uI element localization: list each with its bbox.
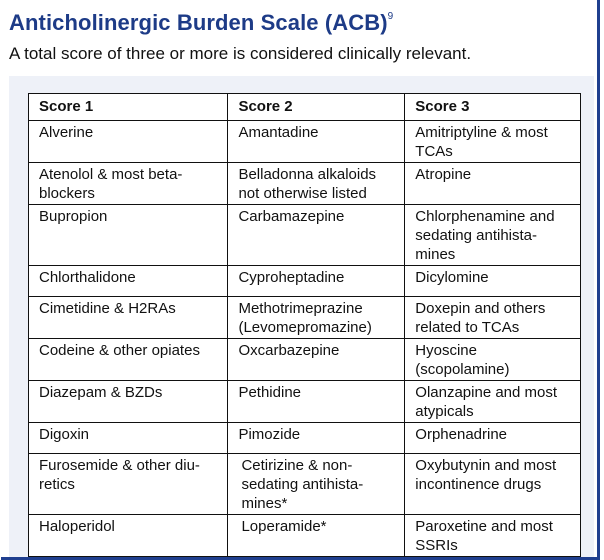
table-cell-score-3: Olanzapine and most atypicals — [405, 381, 581, 423]
table-cell-score-3: Dicylomine — [405, 266, 581, 297]
table-cell-score-3: Orphenadrine — [405, 423, 581, 454]
table-cell-score-2: Pimozide — [228, 423, 405, 454]
table-row — [29, 339, 581, 381]
page-title — [9, 10, 393, 36]
table-cell-score-3: Atropine — [405, 163, 581, 205]
table-cell-score-2: Belladonna alkaloids not otherwise listed — [228, 163, 405, 205]
page-subtitle: A total score of three or more is considered clinically relevant. — [9, 44, 472, 63]
table-cell-score-1: Haloperidol — [29, 515, 228, 557]
table-cell-score-1: Codeine & other opiates — [29, 339, 228, 381]
table-cell-score-2: Methotrimeprazine (Levomepromazine) — [228, 297, 405, 339]
table-header-row — [29, 94, 581, 121]
title-text: Anticholinergic Burden Scale (ACB) — [9, 10, 388, 35]
title-reference: 9 — [387, 10, 394, 22]
table-cell-score-2: Carbamazepine — [228, 205, 405, 266]
table-cell-score-3: Oxybutynin and most incontinence drugs — [405, 454, 581, 515]
table-cell-score-2: Amantadine — [228, 121, 405, 163]
column-header-score-1: Score 1 — [29, 94, 228, 121]
table-cell-score-2: Cetirizine & non-sedating antihista-mines* — [228, 454, 405, 515]
table-cell-score-3: Chlorphenamine and sedating antihista-mines — [405, 205, 581, 266]
table-cell-score-1: Chlorthalidone — [29, 266, 228, 297]
table-cell-score-3: Paroxetine and most SSRIs — [405, 515, 581, 557]
table-row — [29, 423, 581, 454]
table-cell-score-1: Atenolol & most beta-blockers — [29, 163, 228, 205]
table-cell-score-2: Loperamide* — [228, 515, 405, 557]
table-cell-score-1: Diazepam & BZDs — [29, 381, 228, 423]
table-row — [29, 121, 581, 163]
table-cell-score-2: Cyproheptadine — [228, 266, 405, 297]
table-cell-score-1: Bupropion — [29, 205, 228, 266]
acb-table — [28, 93, 581, 557]
column-header-score-3: Score 3 — [405, 94, 581, 121]
column-header-score-2: Score 2 — [228, 94, 405, 121]
table-cell-score-1: Digoxin — [29, 423, 228, 454]
table-row — [29, 205, 581, 266]
table-cell-score-3: Doxepin and others related to TCAs — [405, 297, 581, 339]
table-row — [29, 381, 581, 423]
table-row — [29, 163, 581, 205]
table-cell-score-3: Amitriptyline & most TCAs — [405, 121, 581, 163]
table-row — [29, 454, 581, 515]
table-cell-score-1: Furosemide & other diu-retics — [29, 454, 228, 515]
table-row — [29, 266, 581, 297]
table-cell-score-1: Alverine — [29, 121, 228, 163]
table-cell-score-2: Pethidine — [228, 381, 405, 423]
table-panel — [9, 76, 594, 557]
table-cell-score-2: Oxcarbazepine — [228, 339, 405, 381]
table-row — [29, 515, 581, 557]
table-cell-score-1: Cimetidine & H2RAs — [29, 297, 228, 339]
document-frame — [1, 0, 600, 560]
table-cell-score-3: Hyoscine (scopolamine) — [405, 339, 581, 381]
table-row — [29, 297, 581, 339]
